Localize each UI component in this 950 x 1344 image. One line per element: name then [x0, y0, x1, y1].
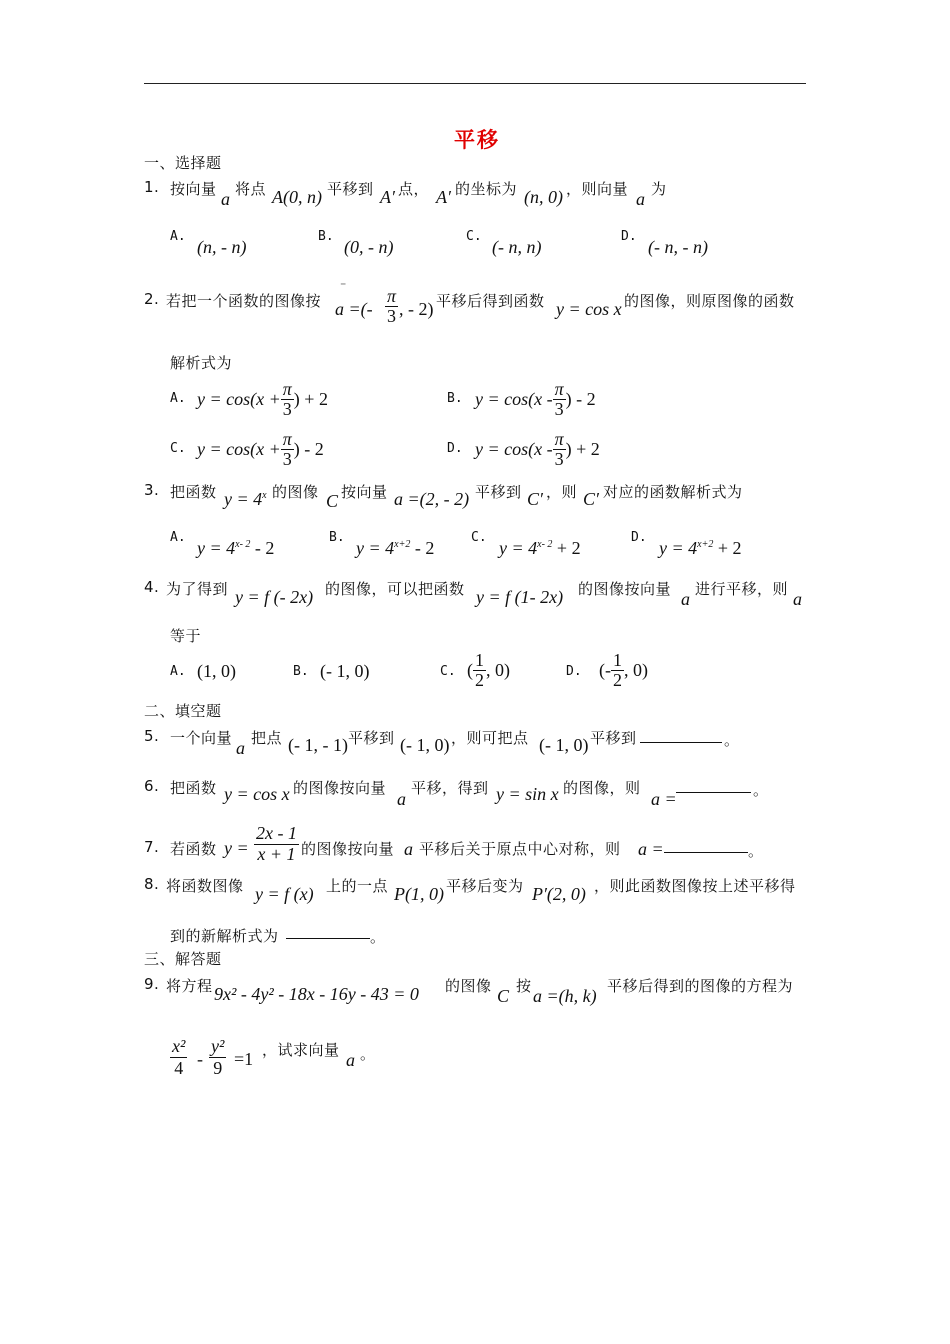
vector-arrow: ⁻ — [340, 279, 347, 293]
answer-lhs: a = — [651, 789, 677, 809]
question-4-text: 的图像按向量 — [578, 580, 672, 598]
question-6-end: 。 — [753, 781, 769, 799]
option-expr: y = cos(x + $\frac{\pi}{3}$ ) + 2 — [197, 379, 328, 419]
option-expr: (- 1, 0) — [320, 661, 370, 681]
option-expr: $y = 4^{x+2} + 2$ — [659, 538, 742, 558]
option-expr: y = cos(x + $\frac{\pi}{3}$ ) - 2 — [197, 429, 324, 469]
question-1-text: 点， — [398, 180, 430, 198]
vector-a: a — [404, 839, 413, 859]
question-3-text: 平移到 — [475, 483, 522, 501]
answer-lhs: a = — [638, 839, 664, 859]
question-6-text: 平移，得到 — [411, 779, 489, 797]
option-label: B. — [318, 229, 334, 244]
question-9-text: 的图像 — [445, 977, 492, 995]
question-7-text: 平移后关于原点中心对称，则 — [419, 840, 621, 858]
option-label: A. — [170, 391, 186, 406]
page-title: 平移 — [454, 128, 500, 152]
section-heading-choice: 一、选择题 — [144, 154, 222, 172]
question-9-number: 9. — [144, 975, 160, 993]
vector-a: a — [793, 589, 802, 609]
question-5-text: 平移到 — [348, 729, 395, 747]
question-9-text: 将方程 — [166, 977, 213, 995]
fraction-numerator: y² — [211, 1036, 225, 1056]
question-3-text: 对应的函数解析式为 — [603, 483, 743, 501]
question-2-text: 平移后得到函数 — [436, 292, 545, 310]
question-3-text: 把函数 — [170, 483, 217, 501]
fraction-pi-over-3 — [385, 287, 398, 326]
fraction-denominator: 3 — [387, 305, 397, 326]
fraction-denominator: x + 1 — [257, 843, 296, 864]
fraction — [254, 824, 299, 865]
section-heading-answer: 三、解答题 — [144, 950, 222, 968]
question-7-number: 7. — [144, 838, 160, 856]
question-8-text: 平移后变为 — [446, 877, 524, 895]
question-7-text: 的图像按向量 — [301, 840, 395, 858]
point-p-prime: P′(2, 0) — [532, 884, 586, 904]
vector-a-tail: , - 2) — [399, 299, 434, 319]
question-1-text: 为 — [651, 180, 667, 198]
option-label: B. — [447, 391, 463, 406]
question-3-number: 3. — [144, 481, 160, 499]
option-label: C. — [170, 441, 186, 456]
question-9-text: ，试求向量 — [262, 1041, 340, 1059]
vector-a: a — [221, 189, 230, 209]
graph-c-prime: C′ — [583, 489, 599, 509]
option-expr: y = cos(x - $\frac{\pi}{3}$ ) - 2 — [475, 379, 596, 419]
vector-a-expr: a =(h, k) — [533, 986, 597, 1006]
question-2-text: 解析式为 — [170, 354, 233, 372]
question-1-text: 的坐标为 — [455, 180, 518, 198]
function-expr: y = f (- 2x) — [235, 587, 314, 607]
question-5-text: ，则可把点 — [451, 729, 529, 747]
option-label: D. — [447, 441, 463, 456]
function-expr: y = cos x — [224, 784, 290, 804]
option-label: B. — [329, 530, 345, 545]
answer-blank[interactable] — [676, 778, 751, 797]
answer-blank[interactable] — [640, 728, 722, 747]
function-expr: $y = 4^x$ — [224, 489, 267, 509]
question-5-text: 一个向量 — [170, 729, 233, 747]
header-rule — [144, 83, 806, 84]
function-expr: y = sin x — [496, 784, 559, 804]
option-label: C. — [471, 530, 487, 545]
option-label: A. — [170, 664, 186, 679]
option-label: D. — [621, 229, 637, 244]
question-3-text: 按向量 — [341, 483, 388, 501]
option-label: D. — [566, 664, 582, 679]
graph-c-prime: C′ — [527, 489, 543, 509]
vector-a: a — [236, 738, 245, 758]
section-heading-fill: 二、填空题 — [144, 702, 222, 720]
graph-c: C — [326, 491, 339, 511]
vector-a-expr: a =(2, - 2) — [394, 489, 470, 509]
equals-one: =1 — [234, 1049, 254, 1069]
point-a: A(0, n) — [272, 187, 322, 207]
fraction-denominator: 4 — [174, 1057, 184, 1078]
question-9-text: 按 — [516, 977, 532, 995]
graph-c: C — [497, 986, 510, 1006]
question-2-text: 若把一个函数的图像按 — [166, 292, 322, 310]
question-4-text: 的图像，可以把函数 — [325, 580, 465, 598]
question-4-text: 为了得到 — [166, 580, 229, 598]
option-expr: $y = 4^{x+2} - 2$ — [356, 538, 435, 558]
question-1-number: 1. — [144, 178, 160, 196]
vector-a-expr: a =(- — [335, 299, 373, 319]
function-expr: y = cos x — [556, 299, 622, 319]
option-expr: (0, - n) — [344, 237, 394, 257]
equation: 9x² - 4y² - 18x - 16y - 43 = 0 — [214, 984, 419, 1004]
option-expr: (- $\frac{1}{2}$ , 0) — [599, 650, 648, 690]
question-5-end: 。 — [724, 731, 740, 749]
minus-sign: - — [197, 1049, 203, 1069]
option-expr: (- n, - n) — [648, 237, 708, 257]
option-expr: (1, 0) — [197, 661, 236, 681]
question-1-text: ，则向量 — [566, 180, 629, 198]
fraction-x2-over-4 — [170, 1036, 187, 1078]
fraction-denominator: 9 — [213, 1057, 223, 1078]
answer-blank[interactable] — [286, 924, 370, 943]
question-2-number: 2. — [144, 290, 160, 308]
question-5-text: 把点 — [251, 729, 283, 747]
option-expr: $y = 4^{x- 2} - 2$ — [197, 538, 275, 558]
vector-a: a — [636, 189, 645, 209]
vector-a: a — [346, 1050, 355, 1070]
question-6-text: 把函数 — [170, 779, 217, 797]
question-4-text: 进行平移，则 — [695, 580, 789, 598]
coordinate-value: (n, 0) — [524, 187, 563, 207]
question-3-text: 的图像 — [272, 483, 319, 501]
vector-a: a — [681, 589, 690, 609]
question-4-number: 4. — [144, 578, 160, 596]
option-expr: $y = 4^{x- 2} + 2$ — [499, 538, 581, 558]
question-5-text: 平移到 — [590, 729, 637, 747]
point-a-prime: A′ — [380, 187, 395, 207]
option-label: C. — [440, 664, 456, 679]
question-8-text: 上的一点 — [326, 877, 389, 895]
question-6-number: 6. — [144, 777, 160, 795]
question-6-text: 的图像，则 — [563, 779, 641, 797]
option-label: C. — [466, 229, 482, 244]
option-label: A. — [170, 530, 186, 545]
point-p: P(1, 0) — [394, 884, 444, 904]
option-expr: ( $\frac{1}{2}$ , 0) — [467, 650, 510, 690]
function-expr: y = f (1- 2x) — [476, 587, 564, 607]
question-3-text: ，则 — [546, 483, 578, 501]
function-expr: y = f (x) — [255, 884, 314, 904]
point-coords: (- 1, 0) — [400, 735, 450, 755]
point-coords: (- 1, 0) — [539, 735, 589, 755]
function-lhs: y = — [224, 838, 249, 858]
option-expr: (- n, n) — [492, 237, 542, 257]
question-9-end: 。 — [360, 1045, 376, 1063]
question-5-number: 5. — [144, 727, 160, 745]
question-1-text: 按向量 — [170, 180, 217, 198]
question-6-text: 的图像按向量 — [293, 779, 387, 797]
answer-blank[interactable] — [664, 838, 748, 857]
question-8-text: ，则此函数图像按上述平移得 — [594, 877, 796, 895]
question-8-text: 将函数图像 — [166, 877, 244, 895]
point-a-prime: A′ — [436, 187, 451, 207]
option-label: B. — [293, 664, 309, 679]
fraction-numerator: π — [387, 286, 397, 306]
question-8-text: 到的新解析式为 — [170, 927, 279, 945]
point-coords: (- 1, - 1) — [288, 735, 348, 755]
question-4-text: 等于 — [170, 627, 202, 645]
option-label: A. — [170, 229, 186, 244]
question-8-end: 。 — [370, 928, 386, 946]
question-1-text: 平移到 — [327, 180, 374, 198]
question-2-text: 的图像，则原图像的函数 — [624, 292, 795, 310]
question-7-text: 若函数 — [170, 840, 217, 858]
question-1-text: 将点 — [235, 180, 267, 198]
vector-a: a — [397, 789, 406, 809]
question-9-text: 平移后得到的图像的方程为 — [607, 977, 794, 995]
question-8-number: 8. — [144, 875, 160, 893]
option-expr: y = cos(x - $\frac{\pi}{3}$ ) + 2 — [475, 429, 600, 469]
option-label: D. — [631, 530, 647, 545]
question-7-end: 。 — [748, 842, 764, 860]
fraction-numerator: x² — [172, 1036, 186, 1056]
fraction-numerator: 2x - 1 — [256, 823, 297, 843]
fraction-y2-over-9 — [209, 1036, 226, 1078]
option-expr: (n, - n) — [197, 237, 247, 257]
